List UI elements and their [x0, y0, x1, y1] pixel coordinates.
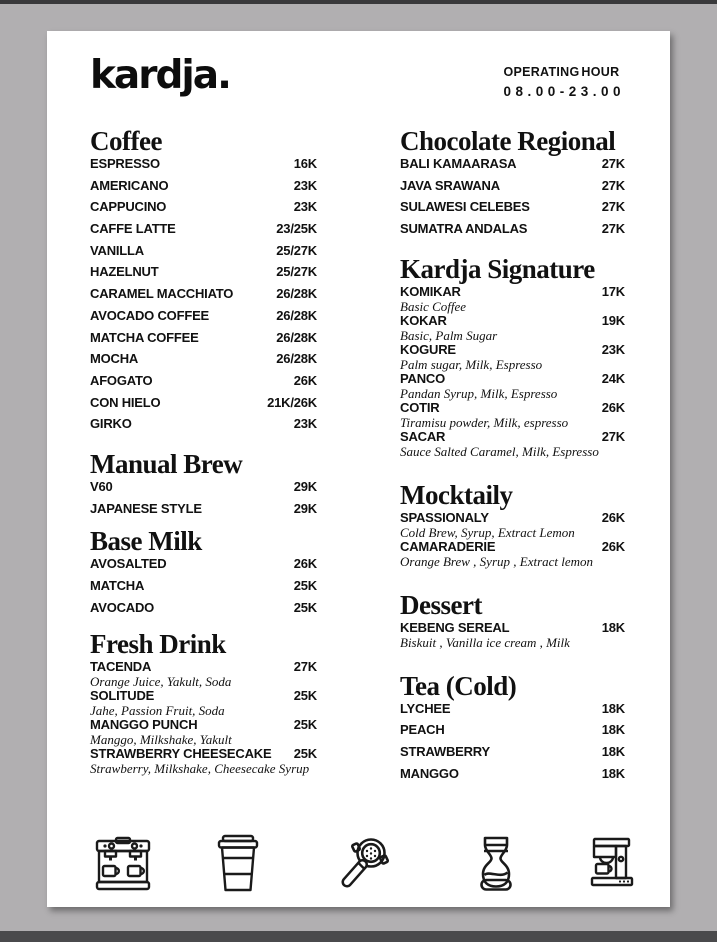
item-description: Basic Coffee	[400, 298, 467, 314]
menu-item-row	[90, 557, 317, 579]
page-header	[90, 55, 625, 99]
item-price: 25K	[293, 746, 317, 762]
menu-item-row	[90, 396, 317, 418]
item-price: 19K	[601, 312, 625, 328]
section-title: Mocktaily	[400, 479, 513, 510]
item-description: Biskuit , Vanilla ice cream , Milk	[400, 634, 570, 650]
item-price: 18K	[601, 700, 625, 716]
item-price: 18K	[601, 619, 625, 635]
item-name: SULAWESI CELEBES	[400, 199, 530, 215]
item-name: JAPANESE STYLE	[90, 500, 202, 516]
item-description: Tiramisu powder, Milk, espresso	[400, 414, 569, 430]
menu-item-row	[90, 179, 317, 201]
item-name: SACAR	[400, 428, 446, 444]
menu-item-row	[400, 745, 625, 767]
item-price: 29K	[293, 478, 317, 494]
item-name: HAZELNUT	[90, 264, 159, 280]
menu-item-row	[400, 285, 625, 299]
item-price: 18K	[601, 744, 625, 760]
item-name: PEACH	[400, 722, 445, 738]
item-price: 25/27K	[276, 264, 317, 280]
menu-item-row	[90, 309, 317, 331]
item-price: 27K	[601, 156, 625, 171]
item-price: 26/28K	[276, 307, 317, 323]
item-price: 17K	[601, 283, 625, 299]
item-price: 25K	[293, 599, 317, 615]
item-price: 18K	[601, 765, 625, 781]
item-name: CAPPUCINO	[90, 199, 167, 215]
section-title: Chocolate Regional	[400, 126, 616, 156]
item-name: CON HIELO	[90, 394, 161, 410]
item-name: KOMIKAR	[400, 283, 461, 299]
menu-section	[90, 527, 317, 622]
item-description: Pandan Syrup, Milk, Espresso	[400, 385, 558, 401]
item-name: AVOCADO COFFEE	[90, 307, 210, 323]
item-name: MANGGO	[400, 765, 459, 781]
menu-section	[90, 127, 317, 439]
item-price: 25K	[293, 578, 317, 593]
item-name: KEBENG SEREAL	[400, 619, 510, 635]
item-description: Orange Juice, Yakult, Soda	[90, 674, 232, 690]
item-description: Palm sugar, Milk, Espresso	[400, 356, 543, 372]
item-description: Basic, Palm Sugar	[400, 327, 498, 343]
menu-item-row	[400, 540, 625, 554]
menu-item-row	[400, 401, 625, 415]
menu-item-row	[90, 718, 317, 732]
item-price: 23K	[601, 341, 625, 357]
menu-section	[400, 591, 625, 650]
item-name: MATCHA COFFEE	[90, 329, 199, 345]
menu-item-row	[400, 621, 625, 635]
item-name: CARAMEL MACCHIATO	[90, 286, 234, 302]
item-price: 27K	[601, 428, 625, 444]
menu-item-row	[400, 511, 625, 525]
section-title: Fresh Drink	[90, 629, 226, 660]
menu-item-row	[90, 352, 317, 374]
item-name: MOCHA	[90, 351, 139, 367]
item-name: CAFFE LATTE	[90, 221, 176, 237]
item-description: Orange Brew , Syrup , Extract lemon	[400, 553, 594, 569]
menu-section	[400, 481, 625, 569]
menu-item-row	[400, 179, 625, 201]
brand-logo: kardja.	[90, 53, 230, 98]
item-price: 26K	[293, 372, 317, 388]
item-name: LYCHEE	[400, 700, 451, 716]
item-name: SUMATRA ANDALAS	[400, 221, 528, 237]
item-description: Sauce Salted Caramel, Milk, Espresso	[400, 443, 599, 459]
espresso-machine-icon	[92, 836, 154, 892]
item-name: AVOSALTED	[90, 556, 167, 572]
item-price: 26/28K	[276, 351, 317, 367]
menu-item-row	[90, 265, 317, 287]
item-price: 26/28K	[276, 286, 317, 302]
menu-item-row	[90, 579, 317, 601]
hour-word: HOUR	[581, 65, 620, 79]
menu-item-row	[90, 502, 317, 524]
item-name: BALI KAMAARASA	[400, 156, 517, 171]
item-description: Cold Brew, Syrup, Extract Lemon	[400, 524, 575, 540]
menu-item-row	[400, 157, 625, 179]
item-name: KOKAR	[400, 312, 447, 328]
item-name: SPASSIONALY	[400, 509, 489, 525]
menu-item-row	[90, 157, 317, 179]
item-price: 21K/26K	[267, 394, 317, 410]
item-price: 24K	[601, 370, 625, 386]
operating-hours	[503, 65, 625, 99]
item-name: AVOCADO	[90, 599, 155, 615]
item-name: JAVA SRAWANA	[400, 177, 500, 193]
item-name: VANILLA	[90, 242, 144, 258]
takeaway-cup-icon	[216, 834, 260, 892]
item-description: Jahe, Passion Fruit, Soda	[90, 703, 225, 719]
item-description: Manggo, Milkshake, Yakult	[90, 732, 232, 748]
item-name: MANGGO PUNCH	[90, 717, 198, 733]
item-name: AFOGATO	[90, 372, 153, 388]
menu-section	[400, 127, 625, 244]
item-name: COTIR	[400, 399, 440, 415]
section-title: Base Milk	[90, 526, 202, 557]
item-price: 27K	[293, 659, 317, 675]
section-title: Tea (Cold)	[400, 670, 517, 701]
portafilter-icon	[337, 835, 389, 893]
item-name: CAMARADERIE	[400, 538, 496, 554]
item-price: 27K	[601, 221, 625, 237]
menu-item-row	[90, 601, 317, 623]
section-title: Coffee	[90, 126, 162, 156]
item-name: TACENDA	[90, 659, 152, 675]
item-price: 23K	[293, 177, 317, 193]
item-price: 29K	[293, 500, 317, 516]
item-name: V60	[90, 478, 113, 494]
operating-hours-value: 08.00-23.00	[503, 84, 625, 99]
item-price: 25K	[293, 688, 317, 704]
menu-item-row	[400, 343, 625, 357]
menu-section	[90, 630, 317, 776]
item-name: KOGURE	[400, 341, 456, 357]
item-name: STRAWBERRY	[400, 744, 490, 760]
item-price: 27K	[601, 199, 625, 215]
item-price: 26K	[293, 556, 317, 572]
viewer-bottom-bar	[0, 931, 717, 942]
item-price: 18K	[601, 722, 625, 738]
menu-item-row	[400, 430, 625, 444]
item-price: 23K	[293, 199, 317, 215]
item-name: STRAWBERRY CHEESECAKE	[90, 746, 272, 762]
item-name: GIRKO	[90, 416, 132, 432]
item-name: PANCO	[400, 370, 445, 386]
item-price: 23K	[293, 416, 317, 432]
item-price: 26K	[601, 399, 625, 415]
item-name: MATCHA	[90, 578, 145, 593]
chemex-icon	[476, 836, 516, 892]
menu-item-row	[90, 331, 317, 353]
item-price: 25/27K	[276, 242, 317, 258]
menu-item-row	[90, 417, 317, 439]
section-title: Manual Brew	[90, 448, 243, 479]
menu-section	[400, 255, 625, 459]
menu-item-row	[400, 723, 625, 745]
item-description: Strawberry, Milkshake, Cheesecake Syrup	[90, 761, 310, 777]
section-title: Dessert	[400, 589, 482, 620]
section-title: Kardja Signature	[400, 253, 595, 284]
menu-item-row	[90, 747, 317, 761]
item-price: 27K	[601, 177, 625, 193]
menu-item-row	[90, 480, 317, 502]
operating-hours-label	[503, 65, 619, 79]
item-price: 25K	[293, 717, 317, 733]
item-price: 26K	[601, 538, 625, 554]
menu-item-row	[400, 372, 625, 386]
item-price: 16K	[293, 156, 317, 171]
viewer-top-bar	[0, 0, 717, 4]
operating-word: OPERATING	[503, 65, 580, 79]
menu-item-row	[90, 222, 317, 244]
menu-page	[47, 31, 670, 907]
menu-column-right	[400, 127, 625, 789]
menu-item-row	[90, 660, 317, 674]
item-price: 23/25K	[276, 221, 317, 237]
menu-item-row	[400, 767, 625, 789]
menu-item-row	[400, 222, 625, 244]
menu-item-row	[400, 314, 625, 328]
menu-item-row	[90, 689, 317, 703]
menu-section	[400, 672, 625, 789]
menu-item-row	[400, 200, 625, 222]
item-name: AMERICANO	[90, 177, 169, 193]
menu-item-row	[90, 374, 317, 396]
menu-section	[90, 450, 317, 523]
item-name: SOLITUDE	[90, 688, 155, 704]
menu-column-left	[90, 127, 317, 776]
item-price: 26/28K	[276, 329, 317, 345]
item-price: 26K	[601, 509, 625, 525]
coffee-maker-icon	[589, 837, 635, 887]
menu-item-row	[90, 200, 317, 222]
item-name: ESPRESSO	[90, 156, 160, 171]
menu-item-row	[90, 287, 317, 309]
menu-item-row	[90, 244, 317, 266]
menu-item-row	[400, 702, 625, 724]
